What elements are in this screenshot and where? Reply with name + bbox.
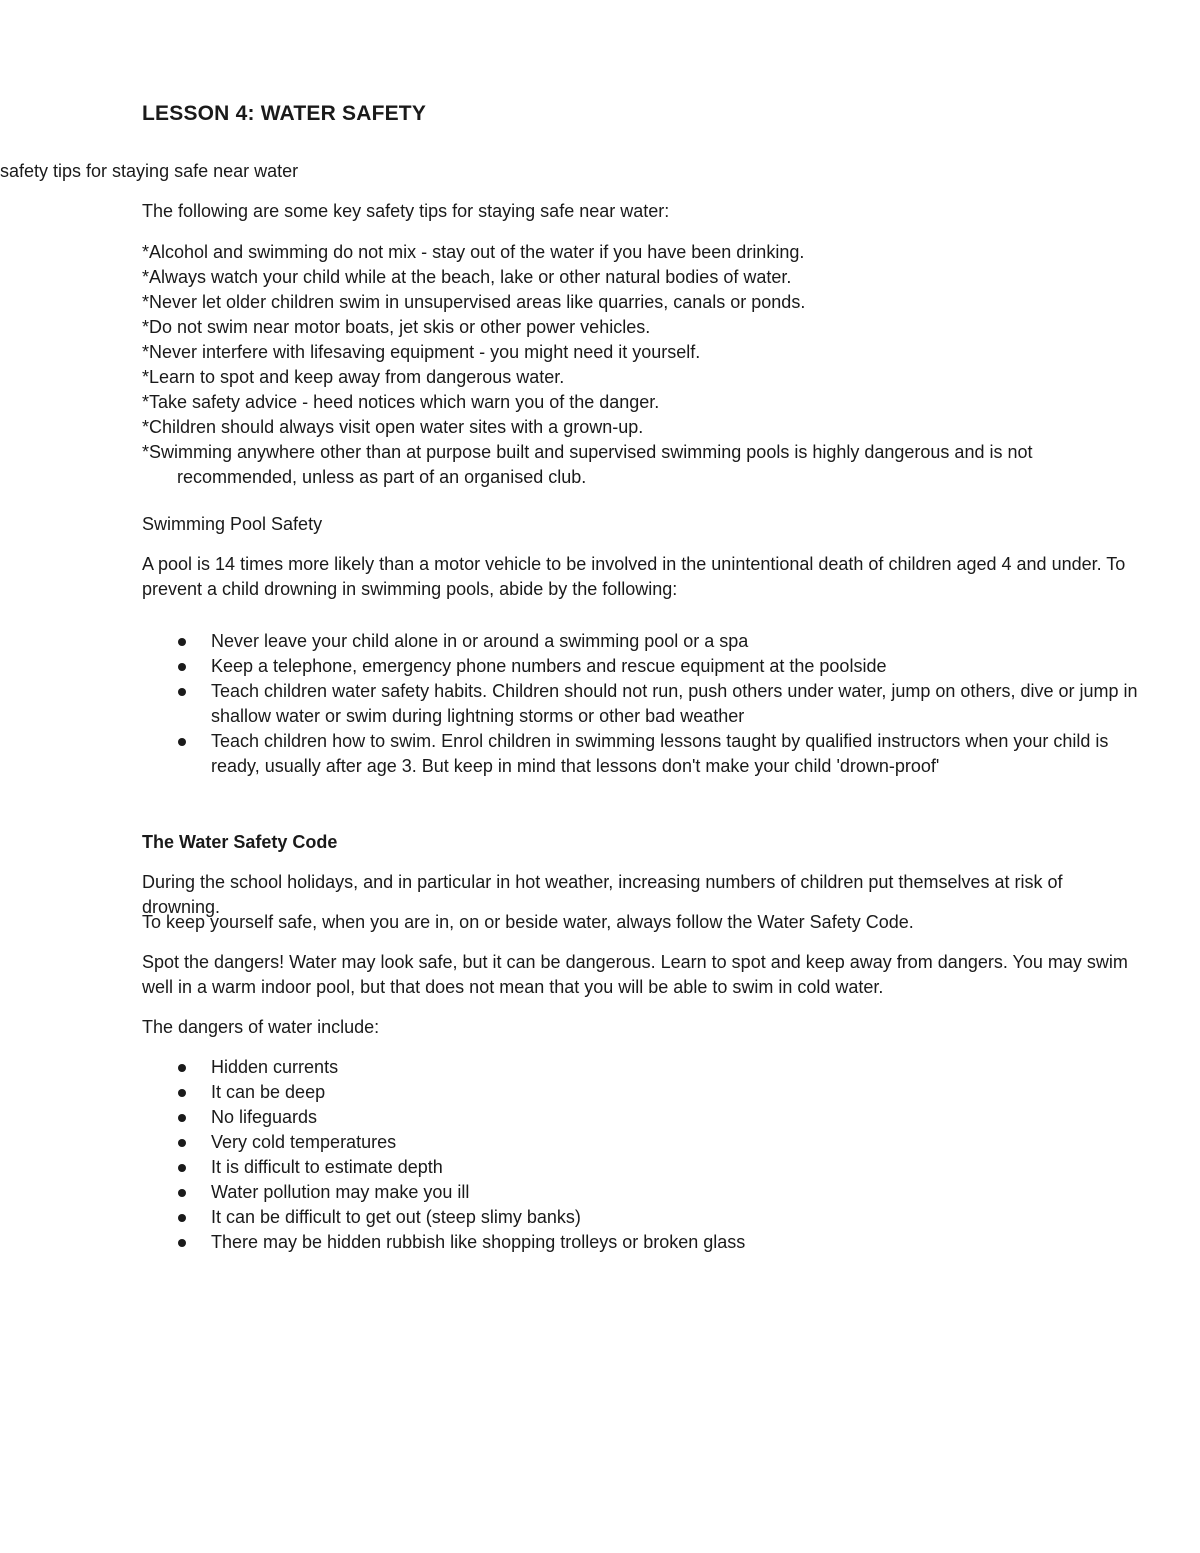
bullet-icon bbox=[178, 1164, 186, 1172]
list-item bbox=[142, 1130, 1142, 1155]
bullet-icon bbox=[178, 1089, 186, 1097]
list-item bbox=[142, 1080, 1142, 1105]
pool-safety-list bbox=[142, 629, 1142, 779]
paragraph-text: Spot the dangers! Water may look safe, but it can be dangerous. Learn to spot and keep away from dangers. You may swim well in a warm indoor pool, but that does not mean that you will be able to swim in cold water. bbox=[142, 952, 1128, 997]
list-item-text: Never leave your child alone in or around a swimming pool or a spa bbox=[211, 631, 749, 651]
bullet-icon bbox=[178, 1139, 186, 1147]
list-item bbox=[142, 654, 1142, 679]
list-item bbox=[142, 1230, 1142, 1255]
pool-safety-heading bbox=[142, 512, 1142, 537]
tip-item: *Do not swim near motor boats, jet skis or other power vehicles. bbox=[142, 317, 651, 337]
safety-tips-list bbox=[142, 240, 1142, 490]
paragraph-text: The dangers of water include: bbox=[142, 1017, 380, 1037]
water-safety-code-heading-text: The Water Safety Code bbox=[142, 832, 338, 852]
bullet-icon bbox=[178, 1239, 186, 1247]
bullet-icon bbox=[178, 738, 186, 746]
bullet-icon bbox=[178, 688, 186, 696]
list-item bbox=[142, 629, 1142, 654]
code-paragraph-2 bbox=[142, 910, 1142, 935]
tip-item: *Never interfere with lifesaving equipment - you might need it yourself. bbox=[142, 342, 701, 362]
tip-item: *Take safety advice - heed notices which warn you of the danger. bbox=[142, 392, 660, 412]
list-item-text: Water pollution may make you ill bbox=[211, 1182, 470, 1202]
list-item-text: No lifeguards bbox=[211, 1107, 318, 1127]
list-item bbox=[142, 1155, 1142, 1180]
tip-item: *Learn to spot and keep away from dangerous water. bbox=[142, 367, 565, 387]
list-item-text: There may be hidden rubbish like shopping trolleys or broken glass bbox=[211, 1232, 746, 1252]
code-paragraph-3 bbox=[142, 950, 1142, 1000]
paragraph-text: To keep yourself safe, when you are in, on or beside water, always follow the Water Safety Code. bbox=[142, 912, 914, 932]
list-item bbox=[142, 1180, 1142, 1205]
pool-safety-paragraph bbox=[142, 552, 1142, 602]
list-item-text: It can be difficult to get out (steep slimy banks) bbox=[211, 1207, 581, 1227]
bullet-icon bbox=[178, 1214, 186, 1222]
list-item-text: Hidden currents bbox=[211, 1057, 339, 1077]
pool-safety-paragraph-text: A pool is 14 times more likely than a motor vehicle to be involved in the unintentional death of children aged 4 and under. To prevent a child drowning in swimming pools, abide by the following: bbox=[142, 554, 1126, 599]
bullet-icon bbox=[178, 1064, 186, 1072]
document-title: LESSON 4: WATER SAFETY bbox=[142, 102, 427, 125]
list-item-text: It can be deep bbox=[211, 1082, 326, 1102]
tip-item: *Always watch your child while at the beach, lake or other natural bodies of water. bbox=[142, 267, 792, 287]
paragraph-text: During the school holidays, and in particular in hot weather, increasing numbers of children put themselves at risk of drowning. bbox=[142, 872, 1063, 917]
list-item bbox=[142, 729, 1142, 779]
bullet-icon bbox=[178, 1189, 186, 1197]
pool-safety-heading-text: Swimming Pool Safety bbox=[142, 514, 323, 534]
intro-paragraph bbox=[142, 199, 1142, 224]
cutoff-heading: safety tips for staying safe near water bbox=[0, 161, 299, 181]
list-item bbox=[142, 679, 1142, 729]
bullet-icon bbox=[178, 663, 186, 671]
bullet-icon bbox=[178, 638, 186, 646]
list-item-text: Teach children water safety habits. Children should not run, push others under water, jump on others, dive or jump in shallow water or swim during lightning storms or other bad weather bbox=[211, 681, 1138, 726]
list-item-text: Very cold temperatures bbox=[211, 1132, 397, 1152]
intro-text: The following are some key safety tips for staying safe near water: bbox=[142, 201, 670, 221]
list-item-text: Keep a telephone, emergency phone numbers and rescue equipment at the poolside bbox=[211, 656, 887, 676]
dangers-list bbox=[142, 1055, 1142, 1255]
tip-item: *Never let older children swim in unsupervised areas like quarries, canals or ponds. bbox=[142, 292, 806, 312]
list-item bbox=[142, 1205, 1142, 1230]
tip-item: *Children should always visit open water sites with a grown-up. bbox=[142, 417, 644, 437]
list-item-text: Teach children how to swim. Enrol children in swimming lessons taught by qualified instructors when your child is ready, usually after age 3. But keep in mind that lessons don't make your child 'drown-proof' bbox=[211, 731, 1109, 776]
list-item bbox=[142, 1055, 1142, 1080]
tip-item: *Swimming anywhere other than at purpose built and supervised swimming pools is highly dangerous and is not recommended, unless as part of an organised club. bbox=[142, 442, 1033, 487]
code-paragraph-4 bbox=[142, 1015, 1142, 1040]
list-item bbox=[142, 1105, 1142, 1130]
tip-item: *Alcohol and swimming do not mix - stay out of the water if you have been drinking. bbox=[142, 242, 805, 262]
bullet-icon bbox=[178, 1114, 186, 1122]
list-item-text: It is difficult to estimate depth bbox=[211, 1157, 443, 1177]
water-safety-code-heading bbox=[142, 830, 1142, 855]
